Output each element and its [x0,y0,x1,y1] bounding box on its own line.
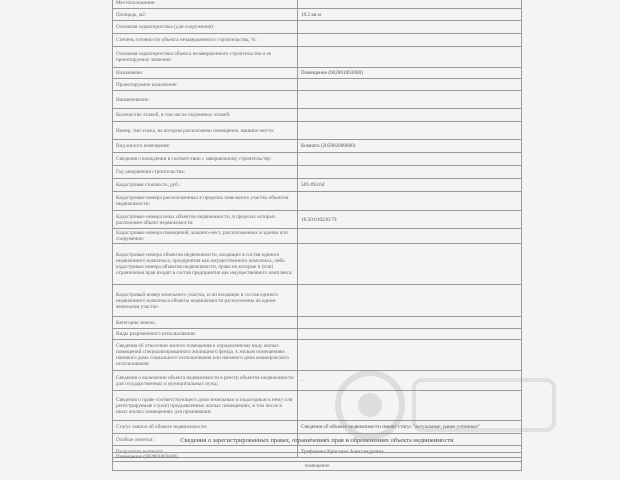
table-row [113,0,522,9]
table-row [113,140,522,153]
row-value [298,329,522,340]
table-row [113,9,522,21]
row-value: 16:50:010230:79 [298,211,522,229]
row-label: Назначение: [113,68,298,79]
row-value [298,229,522,244]
row-label: Сведения о вхождении в соответствии с завершенному строительству: [113,153,298,166]
row-value: Сведения об объекте недвижимости имеют статус "актуальные, ранее учтенные" [298,421,522,434]
row-label: Вид жилого помещения: [113,140,298,153]
row-value [298,47,522,68]
row-value: 569 493.64 [298,179,522,192]
table-row [113,21,522,34]
row-label: Кадастровая стоимость, руб.: [113,179,298,192]
rights-table-row [113,453,522,462]
object-characteristics-table [112,0,522,458]
row-value [298,192,522,211]
table-row [113,179,522,192]
row-label: Виды разрешенного использования: [113,329,298,340]
row-label: Получатель выписки: [113,446,298,458]
table-row [113,166,522,179]
table-row [113,340,522,371]
row-label: Кадастровые номера объектов недвижимости, входящих в состав единого недвижимого комплекса, предприятия как имущественного комплекса, либо кадастровые номера объектов недвижимости, права на которые и (или) ограничения прав входят в состав предприятия как имущественного комплекса: [113,244,298,285]
table-row [113,285,522,317]
row-value [298,79,522,91]
row-label: Особые отметки: [113,434,298,446]
row-label: Местоположение: [113,0,298,9]
table-row [113,317,522,329]
row-value: Комната (205002000000) [298,140,522,153]
row-label: Сведения о включении объекта недвижимости в реестр объектов недвижимости для государственных и муниципальных нужд: [113,371,298,391]
row-label: Сведения об отнесении жилого помещения к определенному виду жилых помещений специализированного жилищного фонда, к жилым помещениям наемного дома социального использования или наемного дома коммерческого использования: [113,340,298,371]
table-row [113,47,522,68]
table-row [113,391,522,421]
row-label: Категория земель: [113,317,298,329]
row-value: Трофимова Кристина Александровна [298,446,522,458]
row-value [298,317,522,329]
table-row [113,192,522,211]
table-row [113,68,522,79]
row-value [298,166,522,179]
row-value [298,91,522,109]
row-label: Основная характеристика объекта незавершенного строительства и ее проектируемое значение: [113,47,298,68]
row-label: Наименование: [113,91,298,109]
row-label: Кадастровые номера помещений, машино-мест, расположенных в здании или сооружении: [113,229,298,244]
row-value: 19.2 кв.м [298,9,522,21]
table-row [113,91,522,109]
row-value [298,21,522,34]
row-label: Статус записи об объекте недвижимости: [113,421,298,434]
row-value [298,109,522,122]
row-label: Номер, тип этажа, на котором расположено помещение, машино-место: [113,122,298,140]
table-row [113,421,522,434]
row-value: - [298,371,522,391]
row-label: Кадастровый номер земельного участка, если входящие в состав единого недвижимого комплекса объекты недвижимости расположены на одном земельном участке: [113,285,298,317]
row-label: Степень готовности объекта незавершенного строительства, %: [113,34,298,47]
rights-table-row [113,462,522,471]
rights-object-label: Помещение (002001003000) [113,453,522,462]
row-label: Сведения о праве соответствующего дома земельным и подъездным к нему или регистрируемые о (или) предъявленных жилых помещениях, в том числе в иных жилых помещениях для проживания: [113,391,298,421]
table-row [113,371,522,391]
table-row [113,244,522,285]
table-row [113,229,522,244]
table-row [113,122,522,140]
row-value [298,285,522,317]
row-label: Площадь, м2: [113,9,298,21]
table-row [113,211,522,229]
row-value: Помещение (002001003000) [298,68,522,79]
rights-object-type: помещение [113,462,522,471]
table-row [113,153,522,166]
row-value [298,34,522,47]
rights-section-title: Сведения о зарегистрированных правах, ограничениях прав и обременениях объекта недвижимости [180,437,454,444]
row-label: Год завершения строительства: [113,166,298,179]
row-value [298,153,522,166]
row-value [298,122,522,140]
row-value [298,340,522,371]
row-label: Количество этажей, в том числе подземных этажей: [113,109,298,122]
row-value [298,0,522,9]
row-label: Проектируемое назначение: [113,79,298,91]
table-row [113,109,522,122]
rights-table [112,452,522,471]
table-row [113,329,522,340]
table-row [113,79,522,91]
row-label: Кадастровые номера иных объектов недвижимости, в пределах которых расположен объект недвижимости: [113,211,298,229]
row-value [298,244,522,285]
row-value [298,391,522,421]
table-row [113,34,522,47]
row-label: Кадастровые номера расположенных в пределах земельного участка объектов недвижимости: [113,192,298,211]
row-label: Основная характеристика (для сооружения): [113,21,298,34]
